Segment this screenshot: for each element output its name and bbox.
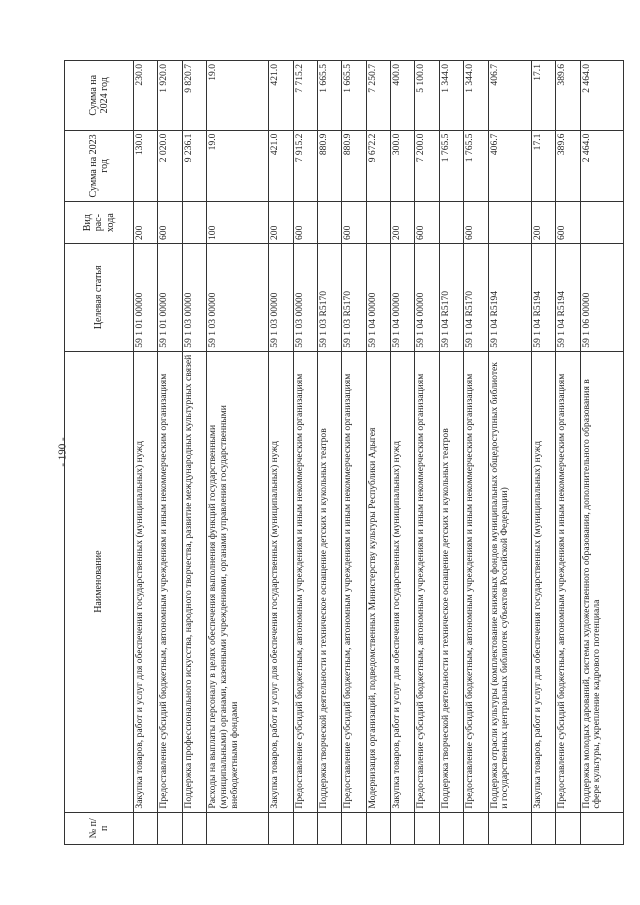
table-row — [207, 61, 269, 845]
row-number — [415, 812, 439, 844]
table-row — [391, 61, 415, 845]
header-expense-type: Вид рас-хода — [65, 202, 134, 244]
header-number: № п/п — [65, 812, 134, 844]
table-row — [342, 61, 366, 845]
row-name: Предоставление субсидий бюджетным, автономным учреждениям и иным некоммерческим организациям — [464, 351, 488, 812]
row-sum-2023: 9 672.2 — [366, 130, 390, 202]
row-sum-2023: 2 020.0 — [158, 130, 182, 202]
row-number — [580, 812, 623, 844]
row-number — [439, 812, 463, 844]
row-number — [531, 812, 555, 844]
row-target-item: 59 1 04 R5194 — [531, 244, 555, 352]
table-row — [269, 61, 293, 845]
row-name: Закупка товаров, работ и услуг для обеспечения государственных (муниципальных) нужд — [269, 351, 293, 812]
row-sum-2023: 1 765.5 — [464, 130, 488, 202]
row-sum-2024: 406.7 — [488, 61, 531, 131]
row-number — [207, 812, 269, 844]
row-name: Закупка товаров, работ и услуг для обеспечения государственных (муниципальных) нужд — [134, 351, 158, 812]
row-name: Поддержка профессионального искусства, народного творчества, развитие международных культурных связей — [182, 351, 206, 812]
row-number — [342, 812, 366, 844]
row-name: Поддержка творческой деятельности и техническое оснащение детских и кукольных театров — [318, 351, 342, 812]
row-expense-type: 600 — [342, 202, 366, 244]
row-name: Предоставление субсидий бюджетным, автономным учреждениям и иным некоммерческим организациям — [293, 351, 317, 812]
row-sum-2024: 9 820.7 — [182, 61, 206, 131]
row-sum-2023: 1 765.5 — [439, 130, 463, 202]
row-name: Модернизация организаций, подведомственных Министерству культуры Республики Адыгея — [366, 351, 390, 812]
row-number — [464, 812, 488, 844]
table-row — [293, 61, 317, 845]
table-row — [415, 61, 439, 845]
row-number — [269, 812, 293, 844]
row-sum-2024: 1 920.0 — [158, 61, 182, 131]
row-sum-2024: 1 665.5 — [318, 61, 342, 131]
table-row — [158, 61, 182, 845]
table-body — [134, 61, 624, 845]
row-number — [134, 812, 158, 844]
row-target-item: 59 1 01 00000 — [158, 244, 182, 352]
row-target-item: 59 1 04 R5194 — [488, 244, 531, 352]
row-expense-type: 600 — [464, 202, 488, 244]
row-name: Закупка товаров, работ и услуг для обеспечения государственных (муниципальных) нужд — [391, 351, 415, 812]
row-sum-2023: 880.9 — [342, 130, 366, 202]
row-target-item: 59 1 03 R5170 — [342, 244, 366, 352]
row-sum-2024: 230.0 — [134, 61, 158, 131]
row-number — [182, 812, 206, 844]
header-sum-2024: Сумма на 2024 год — [65, 61, 134, 131]
row-target-item: 59 1 04 R5170 — [464, 244, 488, 352]
row-name: Расходы на выплаты персоналу в целях обеспечения выполнения функций государственными (муниципальными) органами, казенными учреждениями, органами управления государственными внебюджетными фондами — [207, 351, 269, 812]
row-expense-type: 600 — [293, 202, 317, 244]
table-row — [182, 61, 206, 845]
row-sum-2023: 130.0 — [134, 130, 158, 202]
row-expense-type — [439, 202, 463, 244]
row-sum-2023: 9 236.1 — [182, 130, 206, 202]
row-name: Закупка товаров, работ и услуг для обеспечения государственных (муниципальных) нужд — [531, 351, 555, 812]
row-name: Поддержка отрасли культуры (комплектование книжных фондов муниципальных общедоступных библиотек и государственных центральных библиотек субъектов Российской Федерации) — [488, 351, 531, 812]
row-expense-type — [182, 202, 206, 244]
row-expense-type: 200 — [531, 202, 555, 244]
row-expense-type — [488, 202, 531, 244]
budget-table — [64, 60, 624, 845]
row-sum-2023: 880.9 — [318, 130, 342, 202]
row-sum-2024: 17.1 — [531, 61, 555, 131]
table-row — [556, 61, 580, 845]
row-expense-type: 100 — [207, 202, 269, 244]
row-sum-2024: 1 344.0 — [439, 61, 463, 131]
row-name: Предоставление субсидий бюджетным, автономным учреждениям и иным некоммерческим организациям — [158, 351, 182, 812]
table-row — [464, 61, 488, 845]
row-expense-type: 200 — [391, 202, 415, 244]
header-sum-2023: Сумма на 2023 год — [65, 130, 134, 202]
row-sum-2023: 300.0 — [391, 130, 415, 202]
rotated-table-container — [64, 60, 624, 845]
row-target-item: 59 1 03 00000 — [207, 244, 269, 352]
row-name: Предоставление субсидий бюджетным, автономным учреждениям и иным некоммерческим организациям — [415, 351, 439, 812]
row-sum-2023: 7 915.2 — [293, 130, 317, 202]
table-row — [531, 61, 555, 845]
row-number — [318, 812, 342, 844]
row-number — [556, 812, 580, 844]
row-sum-2023: 17.1 — [531, 130, 555, 202]
row-sum-2023: 19.0 — [207, 130, 269, 202]
table-row — [366, 61, 390, 845]
row-expense-type: 600 — [158, 202, 182, 244]
row-target-item: 59 1 06 00000 — [580, 244, 623, 352]
row-sum-2024: 2 464.0 — [580, 61, 623, 131]
row-sum-2024: 7 250.7 — [366, 61, 390, 131]
row-expense-type: 200 — [134, 202, 158, 244]
row-sum-2023: 2 464.0 — [580, 130, 623, 202]
row-target-item: 59 1 04 R5170 — [439, 244, 463, 352]
row-number — [293, 812, 317, 844]
row-name: Поддержка творческой деятельности и техническое оснащение детских и кукольных театров — [439, 351, 463, 812]
row-name: Предоставление субсидий бюджетным, автономным учреждениям и иным некоммерческим организациям — [342, 351, 366, 812]
page-number: - 190 - — [56, 437, 69, 467]
row-sum-2024: 400.0 — [391, 61, 415, 131]
row-target-item: 59 1 03 00000 — [293, 244, 317, 352]
row-expense-type: 200 — [269, 202, 293, 244]
table-row — [318, 61, 342, 845]
table-row — [488, 61, 531, 845]
row-target-item: 59 1 04 00000 — [415, 244, 439, 352]
table-row — [580, 61, 623, 845]
row-number — [488, 812, 531, 844]
table-header-row — [65, 61, 134, 845]
row-expense-type: 600 — [415, 202, 439, 244]
row-sum-2024: 7 715.2 — [293, 61, 317, 131]
row-sum-2024: 19.0 — [207, 61, 269, 131]
row-sum-2023: 406.7 — [488, 130, 531, 202]
row-sum-2024: 421.0 — [269, 61, 293, 131]
row-sum-2024: 1 665.5 — [342, 61, 366, 131]
row-number — [158, 812, 182, 844]
row-target-item: 59 1 03 00000 — [269, 244, 293, 352]
row-sum-2023: 421.0 — [269, 130, 293, 202]
row-target-item: 59 1 03 R5170 — [318, 244, 342, 352]
row-expense-type — [318, 202, 342, 244]
table-row — [439, 61, 463, 845]
header-target-item: Целевая статья — [65, 244, 134, 352]
row-number — [366, 812, 390, 844]
row-target-item: 59 1 04 00000 — [366, 244, 390, 352]
row-name: Поддержка молодых дарований, системы художественного образования, дополнительного образования в сфере культуры, укрепление кадрового потенциала — [580, 351, 623, 812]
row-expense-type — [580, 202, 623, 244]
row-sum-2024: 5 100.0 — [415, 61, 439, 131]
row-sum-2023: 7 200.0 — [415, 130, 439, 202]
row-sum-2024: 1 344.0 — [464, 61, 488, 131]
header-name: Наименование — [65, 351, 134, 812]
table-row — [134, 61, 158, 845]
row-target-item: 59 1 04 R5194 — [556, 244, 580, 352]
row-target-item: 59 1 04 00000 — [391, 244, 415, 352]
row-name: Предоставление субсидий бюджетным, автономным учреждениям и иным некоммерческим организациям — [556, 351, 580, 812]
row-expense-type — [366, 202, 390, 244]
row-expense-type: 600 — [556, 202, 580, 244]
row-target-item: 59 1 03 00000 — [182, 244, 206, 352]
row-sum-2023: 389.6 — [556, 130, 580, 202]
row-sum-2024: 389.6 — [556, 61, 580, 131]
row-number — [391, 812, 415, 844]
row-target-item: 59 1 01 00000 — [134, 244, 158, 352]
